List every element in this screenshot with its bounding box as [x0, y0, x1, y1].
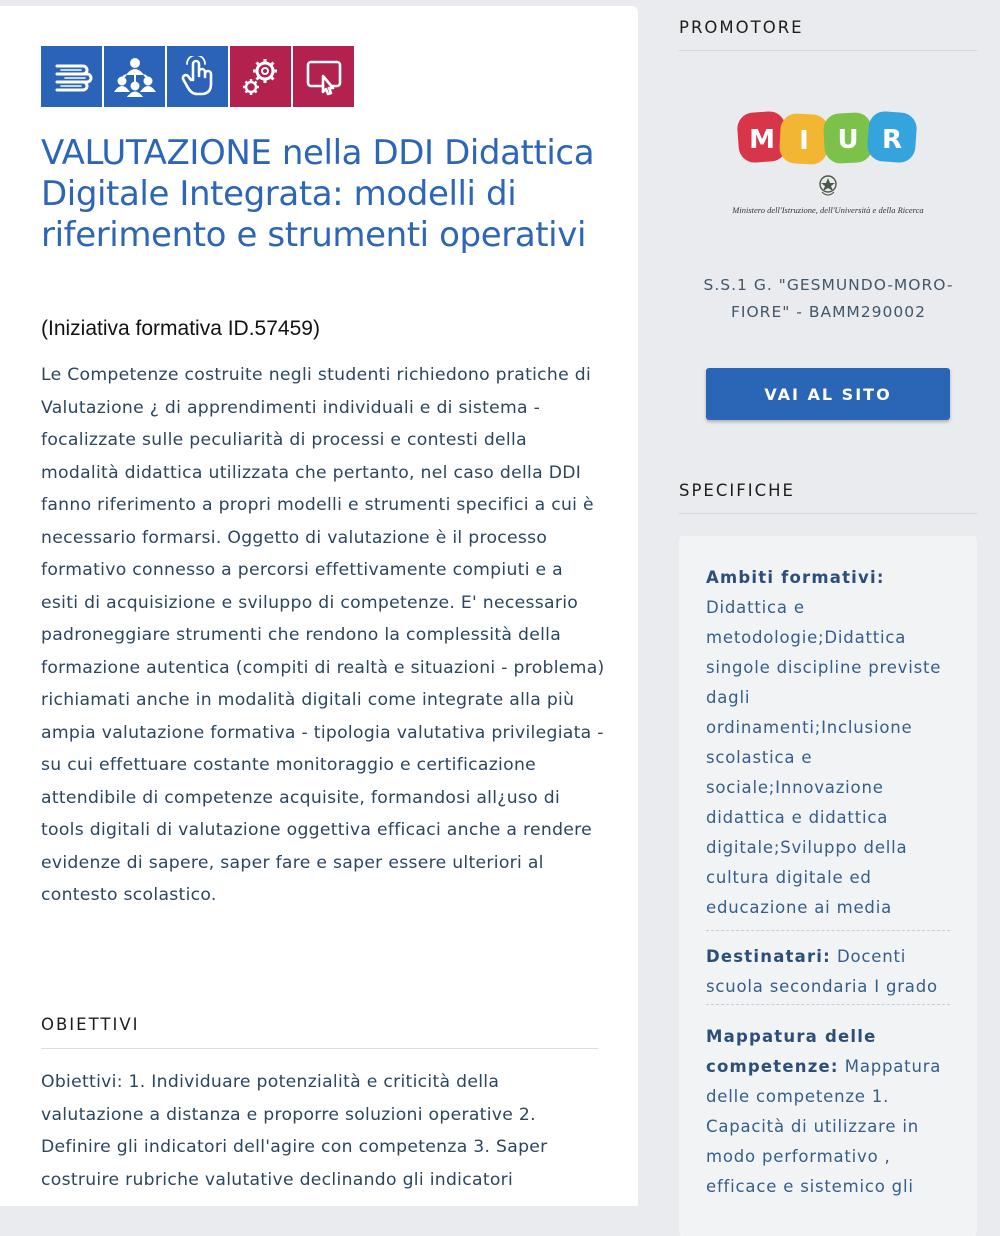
spec-mappatura-label: Mappatura delle competenze: — [706, 1027, 877, 1076]
category-icons — [41, 46, 354, 107]
objectives-heading: OBIETTIVI — [41, 1015, 598, 1049]
spec-ambiti-label: Ambiti formativi: — [706, 568, 885, 587]
miur-logo — [732, 108, 924, 223]
spec-destinatari-label: Destinatari: — [706, 947, 831, 966]
gears-icon — [230, 46, 291, 107]
specs-heading: SPECIFICHE — [679, 481, 977, 514]
spec-ambiti-value: Didattica e metodologie;Didattica singole discipline previste dagli ordinamenti;Inclusione scolastica e sociale;Innovazione didattica e didattica digitale;Sviluppo della cultura digitale ed educazione ai media — [706, 598, 942, 917]
promoter-org-name: S.S.1 G. "GESMUNDO-MORO-FIORE" - BAMM290002 — [703, 276, 954, 321]
svg-text:R: R — [881, 125, 903, 155]
course-id-label: (Iniziativa formativa ID.57459) — [41, 317, 320, 340]
people-network-icon — [104, 46, 165, 107]
spec-mappatura-value: Mappatura delle competenze 1. Capacità di utilizzare in modo performativo , efficace e sistemico gli — [706, 1057, 942, 1196]
visit-site-button[interactable]: VAI AL SITO — [706, 368, 950, 420]
spec-destinatari — [706, 942, 952, 1002]
svg-text:Ministero dell'Istruzione, del: Ministero dell'Istruzione, dell'Università e della Ricerca — [732, 205, 924, 215]
promoter-heading: PROMOTORE — [679, 18, 977, 51]
books-icon — [41, 46, 102, 107]
svg-text:U: U — [837, 125, 859, 155]
spec-mappatura — [706, 1022, 952, 1202]
tablet-touch-icon — [293, 46, 354, 107]
spec-destinatari-value: Docenti scuola secondaria I grado — [706, 947, 938, 996]
spec-ambiti — [706, 563, 952, 923]
course-description: Le Competenze costruite negli studenti richiedono pratiche di Valutazione ¿ di apprendimenti individuali e di sistema - focalizzate sulle peculiarità di processi e contesti della modalità didattica utilizzata che pertanto, nel caso della DDI fanno riferimento a propri modelli e strumenti specifici a cui è necessario formarsi. Oggetto di valutazione è il processo formativo connesso a percorsi effettivamente compiuti e a esiti di acquisizione e sviluppo di competenze. E' necessario padroneggiare strumenti che rendono la complessità della formazione autentica (compiti di realtà e situazioni - problema) richiamati anche in modalità digitali come integrate alla più ampia valutazione formativa - tipologia valutativa privilegiata - su cui effettuare costante monitoraggio e certificazione attendibile di competenze acquisite, formandosi all¿uso di tools digitali di valutazione oggettiva efficaci anche a rendere evidenze di sapere, saper fare e saper essere ulteriori al contesto scolastico. — [41, 365, 605, 905]
spec-divider — [706, 930, 950, 931]
svg-text:M: M — [749, 125, 775, 155]
spec-divider — [706, 1004, 950, 1005]
course-title: VALUTAZIONE nella DDI Didattica Digitale Integrata: modelli di riferimento e strumenti operativi — [41, 133, 595, 255]
hand-pointer-icon — [167, 46, 228, 107]
svg-text:I: I — [799, 126, 809, 156]
objectives-text: Obiettivi: 1. Individuare potenzialità e criticità della valutazione a distanza e proporre soluzioni operative 2. Definire gli indicatori dell'agire con competenza 3. Saper costruire rubriche valutative declinando gli indicatori — [41, 1072, 548, 1190]
